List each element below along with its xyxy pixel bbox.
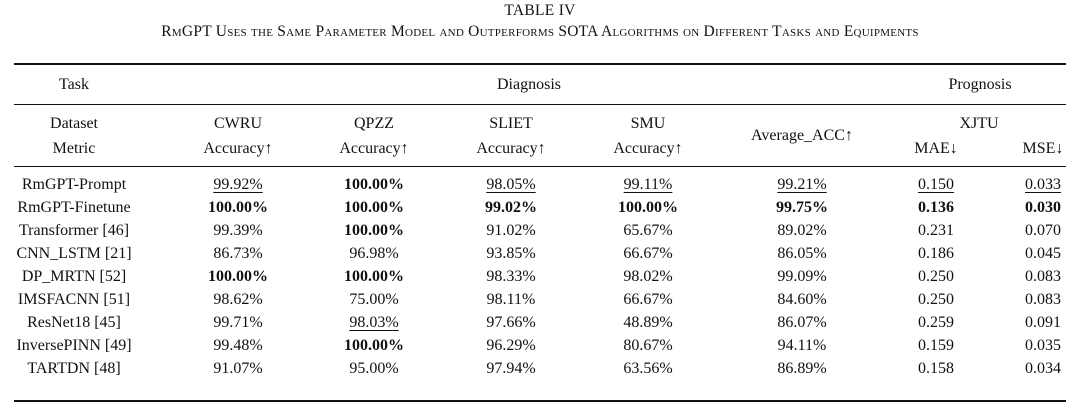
cell-cwru: 91.07% — [213, 360, 263, 377]
cell-qpzz: 100.00% — [344, 176, 404, 193]
cell-qpzz: 100.00% — [344, 268, 404, 285]
cell-average-acc: 99.75% — [776, 199, 828, 216]
cell-average-acc: 86.05% — [777, 245, 827, 262]
table-label: TABLE IV — [504, 2, 576, 19]
row-method-name: IMSFACNN [51] — [17, 291, 131, 308]
cell-mse: 0.083 — [1025, 268, 1061, 285]
cell-mae: 0.259 — [918, 314, 954, 331]
cell-cwru: 99.71% — [213, 314, 263, 331]
cell-mae: 0.150 — [918, 176, 954, 193]
cell-average-acc: 86.89% — [777, 360, 827, 377]
cell-mae: 0.231 — [918, 222, 954, 239]
cell-mae: 0.250 — [918, 268, 954, 285]
header-rule-1 — [14, 104, 1066, 105]
cell-mse: 0.083 — [1025, 291, 1061, 308]
row-method-name: Transformer [46] — [18, 222, 130, 239]
cell-smu: 80.67% — [623, 337, 673, 354]
cell-qpzz: 75.00% — [349, 291, 399, 308]
cell-mse: 0.091 — [1025, 314, 1061, 331]
cell-mae: 0.159 — [918, 337, 954, 354]
cell-smu: 66.67% — [623, 291, 673, 308]
header-smu-metric: Accuracy↑ — [613, 140, 683, 157]
cell-smu: 99.11% — [623, 176, 673, 193]
cell-qpzz: 100.00% — [344, 337, 404, 354]
cell-average-acc: 84.60% — [777, 291, 827, 308]
cell-cwru: 100.00% — [208, 268, 268, 285]
cell-sliet: 98.05% — [486, 176, 536, 193]
header-xjtu: XJTU — [959, 115, 999, 132]
cell-sliet: 91.02% — [486, 222, 536, 239]
header-sliet-metric: Accuracy↑ — [476, 140, 546, 157]
cell-cwru: 99.92% — [213, 176, 263, 193]
cell-mae: 0.186 — [918, 245, 954, 262]
cell-qpzz: 95.00% — [349, 360, 399, 377]
header-metric: Metric — [52, 140, 96, 157]
header-cwru: CWRU — [214, 115, 262, 132]
cell-qpzz: 98.03% — [349, 314, 399, 331]
cell-average-acc: 94.11% — [777, 337, 827, 354]
header-mse: MSE↓ — [1022, 140, 1064, 157]
row-method-name: TARTDN [48] — [27, 360, 121, 377]
cell-cwru: 99.48% — [213, 337, 263, 354]
cell-mae: 0.136 — [918, 199, 954, 216]
cell-average-acc: 99.09% — [777, 268, 827, 285]
cell-sliet: 98.33% — [486, 268, 536, 285]
cell-sliet: 98.11% — [486, 291, 536, 308]
cell-sliet: 97.94% — [486, 360, 536, 377]
row-method-name: InversePINN [49] — [16, 337, 132, 354]
table-caption: RmGPT Uses the Same Parameter Model and Outperforms SOTA Algorithms on Different Tasks and Equipments — [161, 23, 919, 40]
top-rule — [14, 63, 1066, 65]
cell-mae: 0.158 — [918, 360, 954, 377]
cell-qpzz: 100.00% — [344, 222, 404, 239]
cell-smu: 65.67% — [623, 222, 673, 239]
header-rule-2 — [14, 166, 1066, 167]
cell-average-acc: 89.02% — [777, 222, 827, 239]
header-dataset: Dataset — [50, 115, 98, 132]
row-method-name: RmGPT-Finetune — [17, 199, 131, 216]
row-method-name: RmGPT-Prompt — [21, 176, 127, 193]
header-qpzz-metric: Accuracy↑ — [339, 140, 409, 157]
row-method-name: DP_MRTN [52] — [21, 268, 127, 285]
cell-mse: 0.034 — [1025, 360, 1061, 377]
cell-sliet: 99.02% — [485, 199, 537, 216]
cell-cwru: 98.62% — [213, 291, 263, 308]
cell-smu: 48.89% — [623, 314, 673, 331]
cell-qpzz: 96.98% — [349, 245, 399, 262]
cell-qpzz: 100.00% — [344, 199, 404, 216]
cell-average-acc: 86.07% — [777, 314, 827, 331]
row-method-name: ResNet18 [45] — [27, 314, 121, 331]
header-average-acc: Average_ACC↑ — [751, 127, 853, 144]
cell-cwru: 86.73% — [213, 245, 263, 262]
cell-mse: 0.070 — [1025, 222, 1061, 239]
cell-cwru: 99.39% — [213, 222, 263, 239]
cell-mse: 0.030 — [1025, 199, 1061, 216]
header-qpzz: QPZZ — [354, 115, 394, 132]
header-prognosis: Prognosis — [948, 76, 1012, 93]
header-mae: MAE↓ — [914, 140, 958, 157]
cell-cwru: 100.00% — [208, 199, 268, 216]
cell-smu: 63.56% — [623, 360, 673, 377]
cell-mae: 0.250 — [918, 291, 954, 308]
header-task: Task — [59, 76, 89, 93]
cell-sliet: 93.85% — [486, 245, 536, 262]
cell-average-acc: 99.21% — [777, 176, 827, 193]
header-sliet: SLIET — [489, 115, 533, 132]
cell-smu: 100.00% — [618, 199, 678, 216]
cell-sliet: 96.29% — [486, 337, 536, 354]
row-method-name: CNN_LSTM [21] — [16, 245, 132, 262]
cell-mse: 0.035 — [1025, 337, 1061, 354]
cell-smu: 66.67% — [623, 245, 673, 262]
bottom-rule — [14, 400, 1066, 402]
cell-mse: 0.033 — [1025, 176, 1061, 193]
cell-mse: 0.045 — [1025, 245, 1061, 262]
cell-smu: 98.02% — [623, 268, 673, 285]
header-diagnosis: Diagnosis — [497, 76, 561, 93]
cell-sliet: 97.66% — [486, 314, 536, 331]
header-smu: SMU — [630, 115, 666, 132]
header-cwru-metric: Accuracy↑ — [203, 140, 273, 157]
